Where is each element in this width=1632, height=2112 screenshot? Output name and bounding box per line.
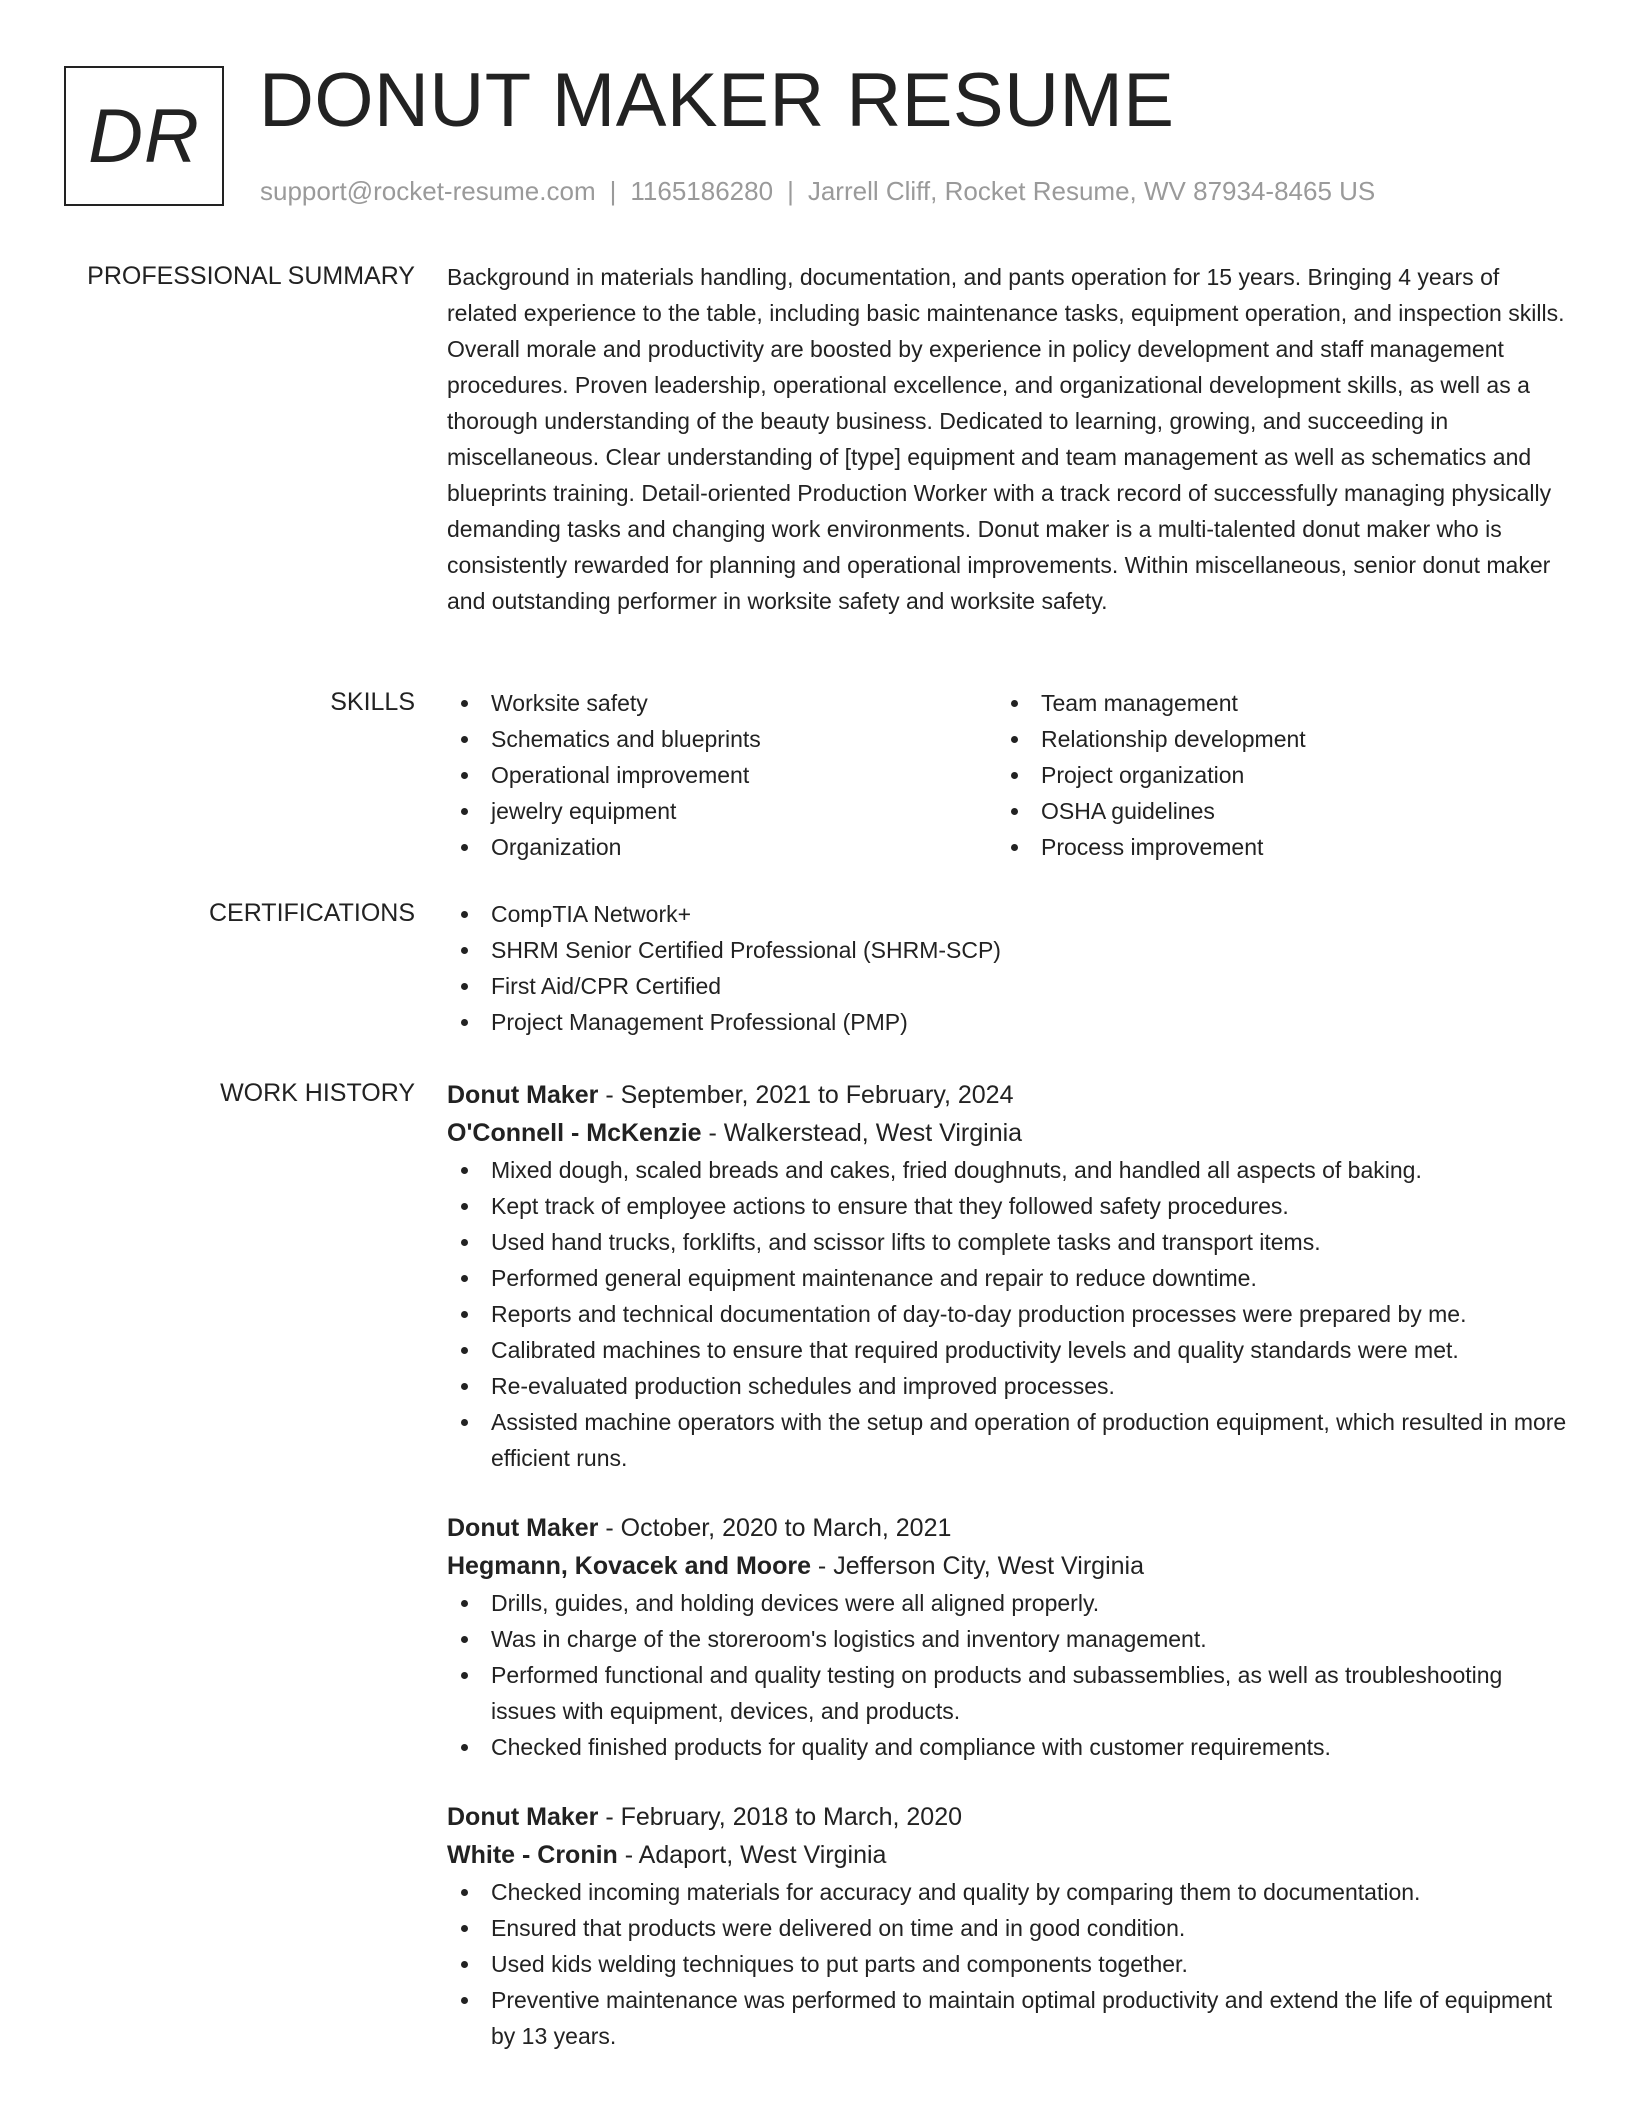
job-company-line (447, 1114, 1570, 1152)
job-title-line (447, 1509, 1570, 1547)
job-bullet: Checked finished products for quality and compliance with customer requirements. (447, 1729, 1570, 1765)
job-company: O'Connell - McKenzie (447, 1119, 702, 1147)
job-bullet: Was in charge of the storeroom's logistics and inventory management. (447, 1621, 1570, 1657)
certification-item: SHRM Senior Certified Professional (SHRM-SCP) (447, 932, 1570, 968)
monogram-badge: DR (64, 66, 224, 206)
job-bullet: Performed functional and quality testing on products and subassemblies, as well as troubleshooting issues with equipment, devices, and products. (447, 1657, 1570, 1729)
job-entry (447, 1798, 1570, 2054)
skill-item: Worksite safety (447, 685, 997, 721)
contact-phone[interactable]: 1165186280 (630, 176, 774, 206)
job-bullet: Performed general equipment maintenance and repair to reduce downtime. (447, 1260, 1570, 1296)
skills-heading: SKILLS (330, 688, 415, 716)
certification-item: First Aid/CPR Certified (447, 968, 1570, 1004)
job-bullet: Ensured that products were delivered on time and in good condition. (447, 1910, 1570, 1946)
job-company: White - Cronin (447, 1841, 618, 1869)
job-location: - Adaport, West Virginia (617, 1841, 887, 1869)
job-entry (447, 1076, 1570, 1476)
job-title-line (447, 1076, 1570, 1114)
job-bullet: Checked incoming materials for accuracy and quality by comparing them to documentation. (447, 1874, 1570, 1910)
job-title: Donut Maker (447, 1514, 599, 1542)
certifications-heading: CERTIFICATIONS (208, 899, 415, 927)
certifications-list (447, 896, 1570, 1040)
job-dates: - October, 2020 to March, 2021 (598, 1514, 952, 1542)
skill-item: Schematics and blueprints (447, 721, 997, 757)
contact-separator: | (609, 176, 617, 206)
job-bullet: Calibrated machines to ensure that required productivity levels and quality standards were met. (447, 1332, 1570, 1368)
job-title: Donut Maker (447, 1803, 599, 1831)
job-bullets (447, 1152, 1570, 1476)
skill-item: Operational improvement (447, 757, 997, 793)
resume-title: DONUT MAKER RESUME (259, 58, 1175, 143)
contact-separator: | (787, 176, 794, 206)
skill-item: OSHA guidelines (997, 793, 1547, 829)
skills-list-left (447, 685, 997, 865)
job-company-line (447, 1836, 1570, 1874)
job-title-line (447, 1798, 1570, 1836)
job-company: Hegmann, Kovacek and Moore (447, 1552, 811, 1580)
contact-line (260, 174, 1375, 208)
job-title: Donut Maker (447, 1081, 599, 1109)
skill-item: Organization (447, 829, 997, 865)
job-location: - Walkerstead, West Virginia (701, 1119, 1023, 1147)
job-bullet: Mixed dough, scaled breads and cakes, fried doughnuts, and handled all aspects of baking. (447, 1152, 1570, 1188)
job-bullet: Re-evaluated production schedules and improved processes. (447, 1368, 1570, 1404)
certification-item: Project Management Professional (PMP) (447, 1004, 1570, 1040)
certification-item: CompTIA Network+ (447, 896, 1570, 932)
job-bullet: Used hand trucks, forklifts, and scissor lifts to complete tasks and transport items. (447, 1224, 1570, 1260)
skill-item: Team management (997, 685, 1547, 721)
job-bullets (447, 1585, 1570, 1765)
work-history-heading: WORK HISTORY (220, 1079, 415, 1107)
jobs-container (447, 1076, 1570, 2054)
skill-item: Project organization (997, 757, 1547, 793)
skill-item: Process improvement (997, 829, 1547, 865)
skills-list-right (997, 685, 1547, 865)
contact-address: Jarrell Cliff, Rocket Resume, WV 87934-8465 US (807, 176, 1376, 206)
summary-text: Background in materials handling, documentation, and pants operation for 15 years. Bringing 4 years of related experience to the table, including basic maintenance tasks, equipment operation, and inspection skills. Overall morale and productivity are boosted by experience in policy development and staff management procedures. Proven leadership, operational excellence, and organizational development skills, as well as a thorough understanding of the beauty business. Dedicated to learning, growing, and succeeding in miscellaneous. Clear understanding of [type] equipment and team management as well as schematics and blueprints training. Detail-oriented Production Worker with a track record of successfully managing physically demanding tasks and changing work environments. Donut maker is a multi-talented donut maker who is consistently rewarded for planning and operational improvements. Within miscellaneous, senior donut maker and outstanding performer in worksite safety and worksite safety. (447, 264, 1565, 614)
job-bullets (447, 1874, 1570, 2054)
job-bullet: Kept track of employee actions to ensure that they followed safety procedures. (447, 1188, 1570, 1224)
contact-email[interactable]: support@rocket-resume.com (260, 176, 596, 206)
job-bullet: Assisted machine operators with the setup and operation of production equipment, which resulted in more efficient runs. (447, 1404, 1570, 1476)
job-company-line (447, 1547, 1570, 1585)
summary-heading: PROFESSIONAL SUMMARY (87, 262, 415, 290)
job-bullet: Used kids welding techniques to put parts and components together. (447, 1946, 1570, 1982)
job-dates: - September, 2021 to February, 2024 (598, 1081, 1014, 1109)
job-location: - Jefferson City, West Virginia (810, 1552, 1144, 1580)
job-dates: - February, 2018 to March, 2020 (598, 1803, 963, 1831)
job-bullet: Drills, guides, and holding devices were all aligned properly. (447, 1585, 1570, 1621)
job-entry (447, 1509, 1570, 1765)
job-bullet: Reports and technical documentation of day-to-day production processes were prepared by me. (447, 1296, 1570, 1332)
skill-item: Relationship development (997, 721, 1547, 757)
skill-item: jewelry equipment (447, 793, 997, 829)
job-bullet: Preventive maintenance was performed to maintain optimal productivity and extend the life of equipment by 13 years. (447, 1982, 1570, 2054)
